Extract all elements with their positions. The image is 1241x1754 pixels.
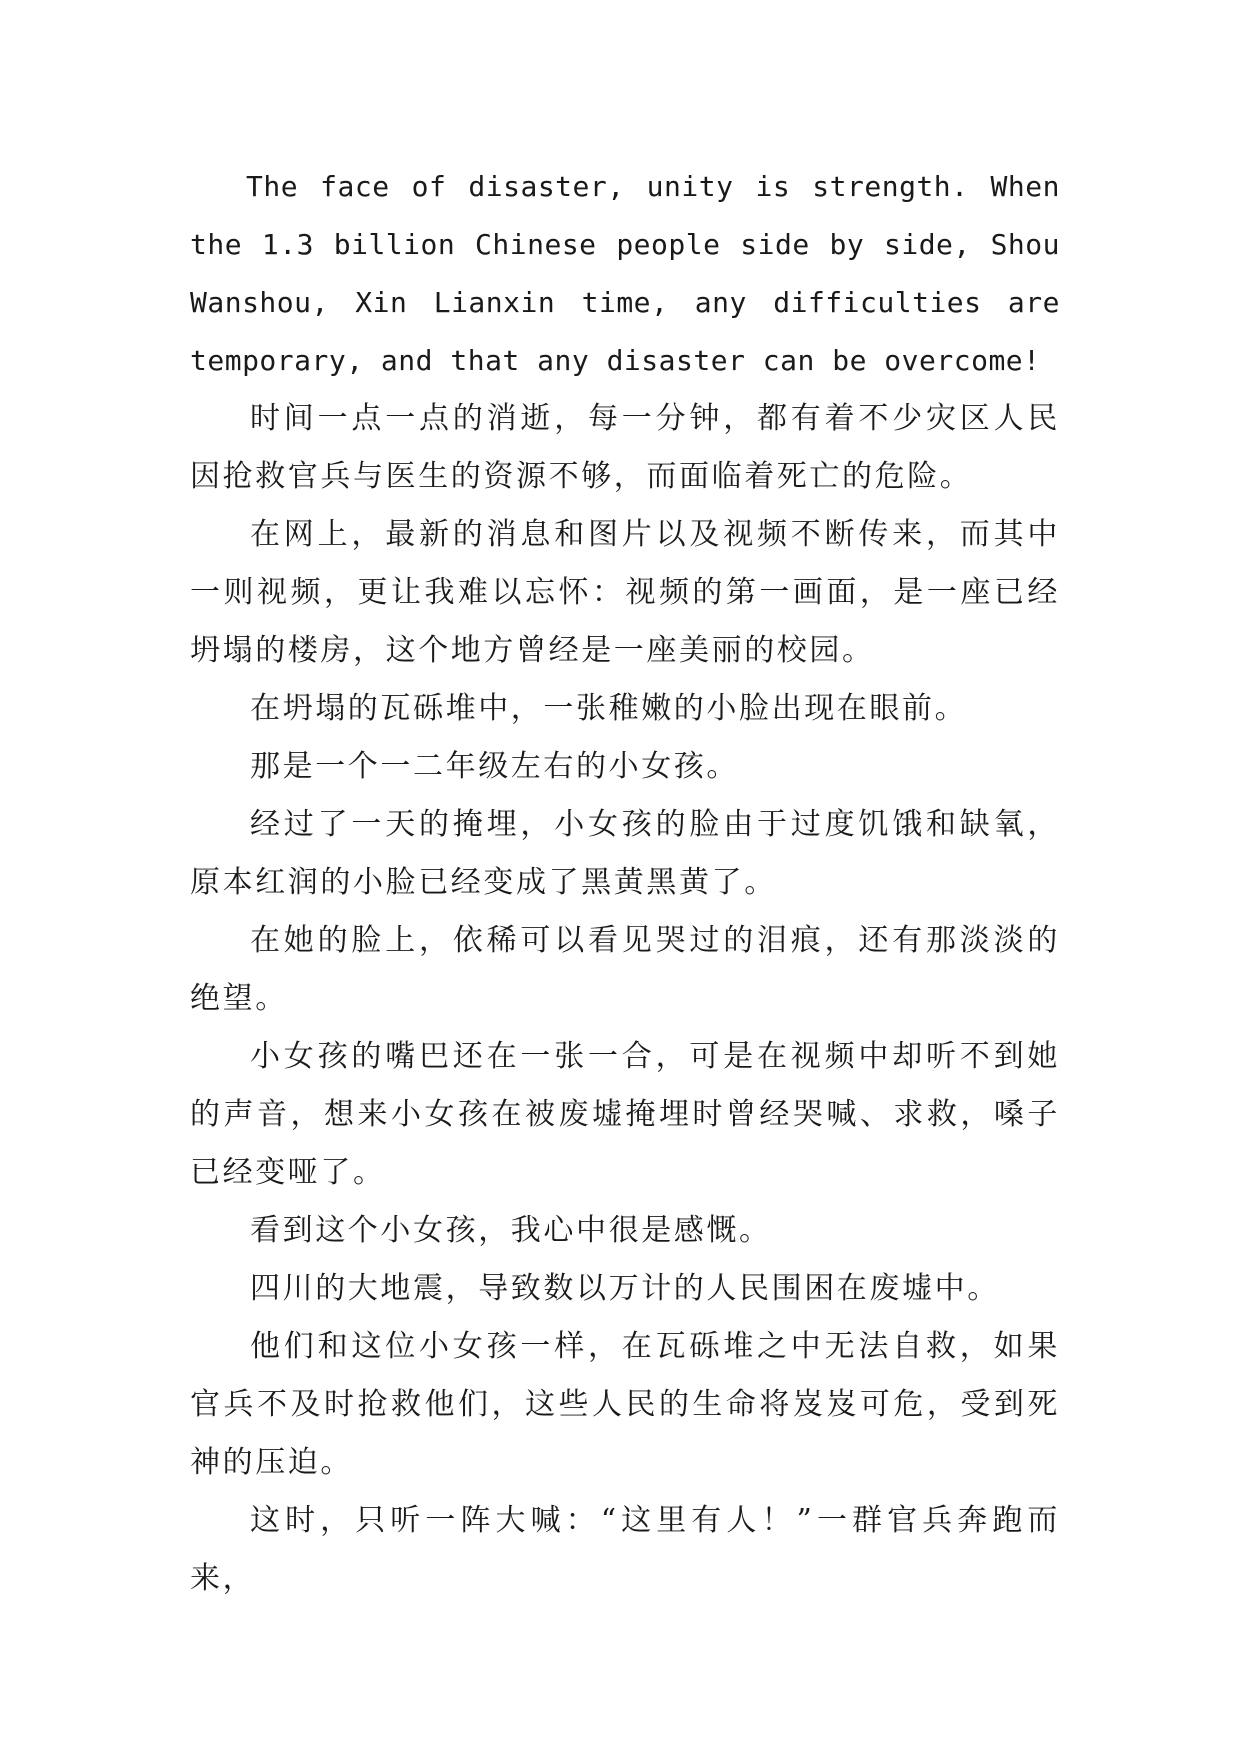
- paragraph: 在坍塌的瓦砾堆中，一张稚嫩的小脸出现在眼前。: [250, 691, 968, 726]
- paragraph: 那是一个一二年级左右的小女孩。: [250, 749, 739, 784]
- paragraph: 这时，只听一阵大喊：“这里有人！”一群官兵奔跑而来，: [190, 1503, 1060, 1596]
- paragraph: 小女孩的嘴巴还在一张一合，可是在视频中却听不到她的声音，想来小女孩在被废墟掩埋时曾经哭喊、求救，嗓子已经变哑了。: [190, 1039, 1060, 1190]
- paragraph: 经过了一天的掩埋，小女孩的脸由于过度饥饿和缺氧，原本红润的小脸已经变成了黑黄黑黄了。: [190, 807, 1060, 900]
- paragraph: 看到这个小女孩，我心中很是感慨。: [250, 1213, 772, 1248]
- paragraph: 他们和这位小女孩一样，在瓦砾堆之中无法自救，如果官兵不及时抢救他们，这些人民的生命将岌岌可危，受到死神的压迫。: [190, 1329, 1060, 1480]
- paragraph-english: The face of disaster, unity is strength. When the 1.3 billion Chinese people side by side, Shou Wanshou, Xin Lianxin time, any difficulties are temporary, and that any disaster can be overcome!: [190, 170, 1060, 377]
- document-body: [190, 158, 1060, 1608]
- paragraph: 四川的大地震，导致数以万计的人民围困在废墟中。: [250, 1271, 1000, 1306]
- paragraph: 时间一点一点的消逝，每一分钟，都有着不少灾区人民因抢救官兵与医生的资源不够，而面临着死亡的危险。: [190, 401, 1060, 494]
- paragraph: 在她的脸上，依稀可以看见哭过的泪痕，还有那淡淡的绝望。: [190, 923, 1060, 1016]
- paragraph: 在网上，最新的消息和图片以及视频不断传来，而其中一则视频，更让我难以忘怀：视频的第一画面，是一座已经坍塌的楼房，这个地方曾经是一座美丽的校园。: [190, 517, 1060, 668]
